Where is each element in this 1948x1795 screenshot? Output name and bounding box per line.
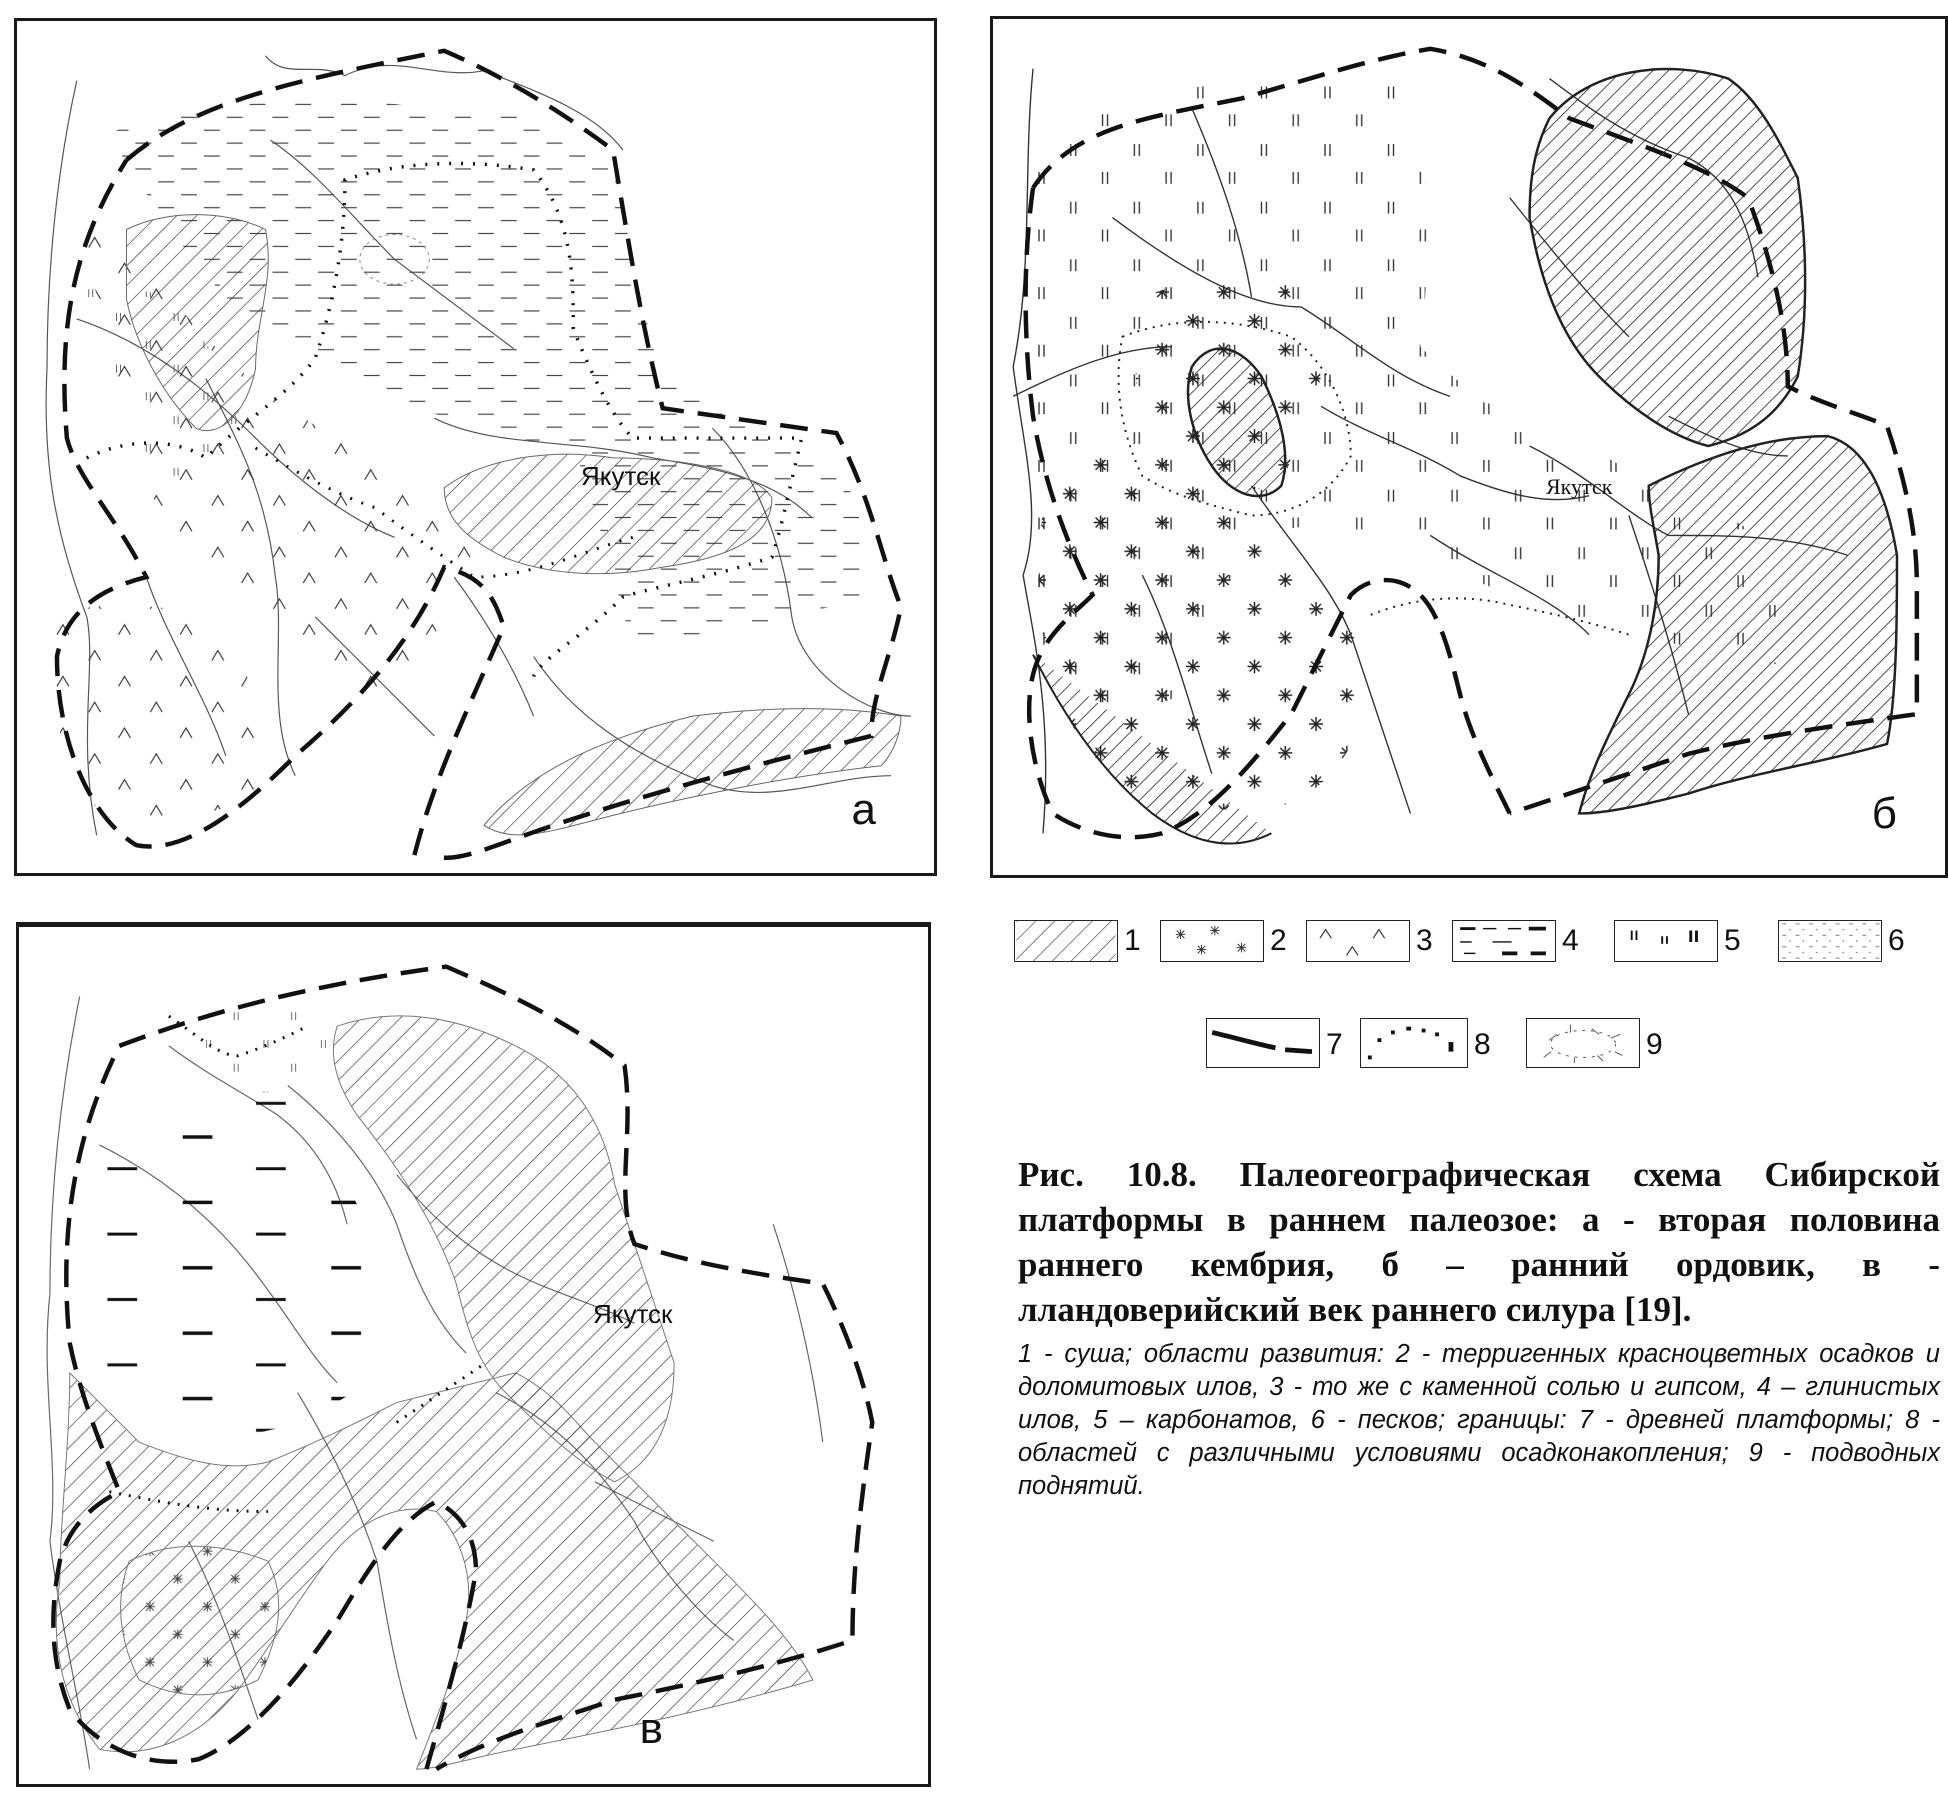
map-panel-v <box>16 922 931 1787</box>
panel-letter-b: б <box>1871 789 1897 838</box>
dotted-line-swatch-icon <box>1360 1018 1468 1068</box>
city-label-yakutsk: Якутск <box>581 461 661 491</box>
asterisk-swatch-icon <box>1160 920 1264 962</box>
map-panel-a <box>14 18 937 876</box>
underwater-rise-swatch-icon <box>1526 1018 1640 1068</box>
caret-swatch-icon <box>1306 920 1410 962</box>
zone-red-terrigenous-v <box>121 1546 279 1695</box>
map-panel-b <box>990 16 1948 878</box>
caption-description: 1 - суша; области развития: 2 - терригенных красноцветных осадков и доломитовых илов, 3 - то же с каменной солью и гипсом, 4 – глинистых илов, 5 – карбонатов, 6 - песков; границы: 7 - древней платформы; 8 - областей с различными условиями осадконакопления; 9 - подводных поднятий. <box>1018 1340 1940 1500</box>
panel-letter-v: в <box>639 1704 663 1753</box>
caption-title: Рис. 10.8. Палеогеографическая схема Сибирской платформы в раннем палеозое: а - вторая половина раннего кембрия, б – ранний ордовик, в - лландоверийский век раннего силура [19]. <box>1018 1155 1940 1329</box>
figure-caption <box>1018 1152 1940 1503</box>
zone-land-south <box>484 709 901 835</box>
city-label-yakutsk-b: Якутск <box>1546 474 1613 499</box>
stipple-swatch-icon <box>1778 920 1882 962</box>
thick-dashed-line-swatch-icon <box>1206 1018 1320 1068</box>
dash-swatch-icon <box>1452 920 1556 962</box>
zone-clay-silts-v <box>90 1095 417 1437</box>
hatch-swatch-icon <box>1014 920 1118 962</box>
map-v-drawing <box>19 927 928 1784</box>
map-a-drawing <box>17 21 934 873</box>
legend: 1 2 3 4 5 6 7 8 9 <box>1010 920 1940 1070</box>
double-tick-swatch-icon <box>1614 920 1718 962</box>
map-b-drawing <box>993 19 1945 875</box>
panel-letter-a: а <box>851 785 876 834</box>
zone-land-anabar <box>1530 69 1806 446</box>
city-label-yakutsk-v: Якутск <box>593 1299 673 1329</box>
